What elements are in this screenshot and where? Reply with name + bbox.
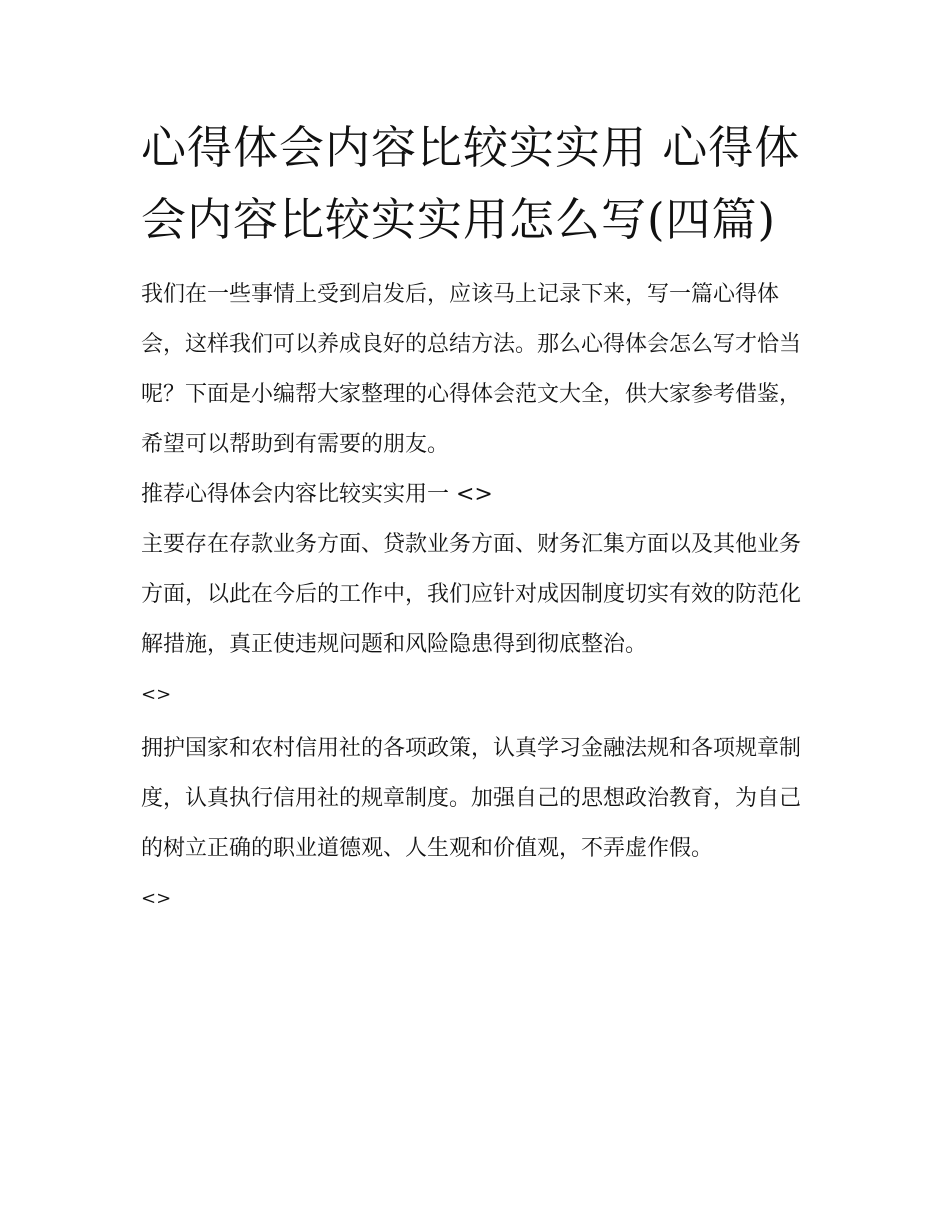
- intro-paragraph: 我们在一些事情上受到启发后，应该马上记录下来，写一篇心得体会，这样我们可以养成良好的总结方法。那么心得体会怎么写才恰当呢？下面是小编帮大家整理的心得体会范文大全，供大家参考借鉴，希望可以帮助到有需要的朋友。: [141, 282, 802, 457]
- document-title: 心得体会内容比较实实用 心得体会内容比较实实用怎么写(四篇): [141, 121, 801, 246]
- placeholder-marker-1: <>: [141, 684, 172, 705]
- section-heading: 推荐心得体会内容比较实实用一 <>: [141, 482, 493, 507]
- body-paragraph-1: 主要存在存款业务方面、贷款业务方面、财务汇集方面以及其他业务方面，以此在今后的工作中，我们应针对成因制度切实有效的防范化解措施，真正使违规问题和风险隐患得到彻底整治。: [141, 532, 802, 657]
- placeholder-marker-2: <>: [141, 888, 172, 909]
- body-paragraph-2: 拥护国家和农村信用社的各项政策，认真学习金融法规和各项规章制度，认真执行信用社的规章制度。加强自己的思想政治教育，为自己的树立正确的职业道德观、人生观和价值观，不弄虚作假。: [141, 736, 802, 861]
- document-page: [141, 112, 821, 924]
